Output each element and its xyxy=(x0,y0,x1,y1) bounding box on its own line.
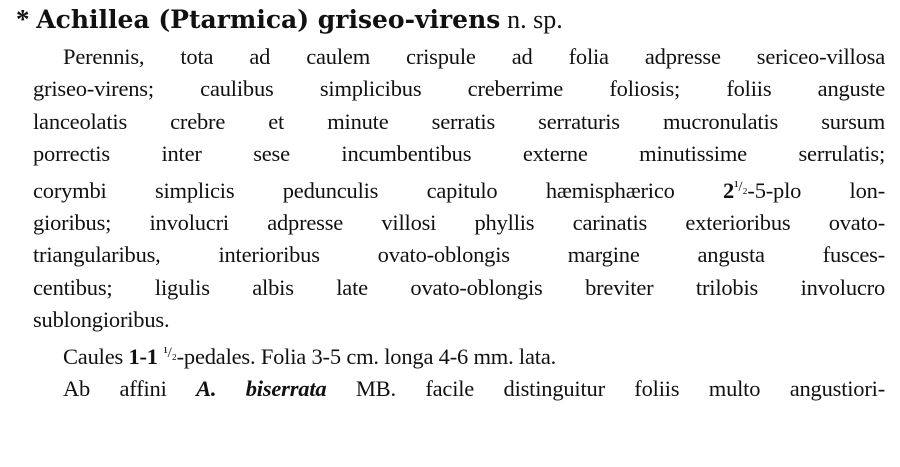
description-line: griseo-virens; caulibus simplicibus creberrime foliosis; foliis anguste xyxy=(33,76,885,102)
species-description xyxy=(33,41,885,405)
stem-fraction: ¹/₂ xyxy=(163,344,177,361)
description-line: porrectis inter sese incumbentibus externe minutissime serrulatis; xyxy=(33,141,885,167)
description-text: -5-plo lon- xyxy=(747,177,885,203)
affinity-suffix: MB. facile distinguitur foliis multo angustiori- xyxy=(326,376,885,402)
ratio-whole: 2 xyxy=(723,177,735,203)
affinity-prefix: Ab affini xyxy=(63,376,197,402)
stem-range: 1-1 xyxy=(128,343,158,369)
description-line: triangularibus, interioribus ovato-oblongis margine angusta fusces- xyxy=(33,242,885,268)
new-species-marker: * xyxy=(16,4,30,34)
description-line xyxy=(33,171,885,207)
affinity-note xyxy=(33,373,885,405)
description-line: sublongioribus. xyxy=(33,307,170,333)
description-line: Perennis, tota ad caulem crispule ad folia adpresse sericeo-villosa xyxy=(63,44,885,69)
measurement-suffix: -pedales. Folia 3-5 cm. longa 4-6 mm. lata. xyxy=(176,343,557,369)
stem-leaf-measurements xyxy=(33,337,885,373)
species-status: n. sp. xyxy=(507,5,563,34)
description-line: lanceolatis crebre et minute serratis serraturis mucronulatis sursum xyxy=(33,108,885,134)
taxon-name: Achillea (Ptarmica) griseo-virens xyxy=(36,5,501,34)
description-line: centibus; ligulis albis late ovato-oblongis breviter trilobis involucro xyxy=(33,274,885,300)
species-heading xyxy=(16,2,563,37)
description-text: corymbi simplicis pedunculis capitulo hæmisphærico xyxy=(33,177,675,203)
related-species: A. biserrata xyxy=(196,376,327,402)
description-line: gioribus; involucri adpresse villosi phyllis carinatis exterioribus ovato- xyxy=(33,210,885,236)
measurement-prefix: Caules xyxy=(63,343,129,369)
ratio-fraction: ¹/₂ xyxy=(734,178,748,195)
